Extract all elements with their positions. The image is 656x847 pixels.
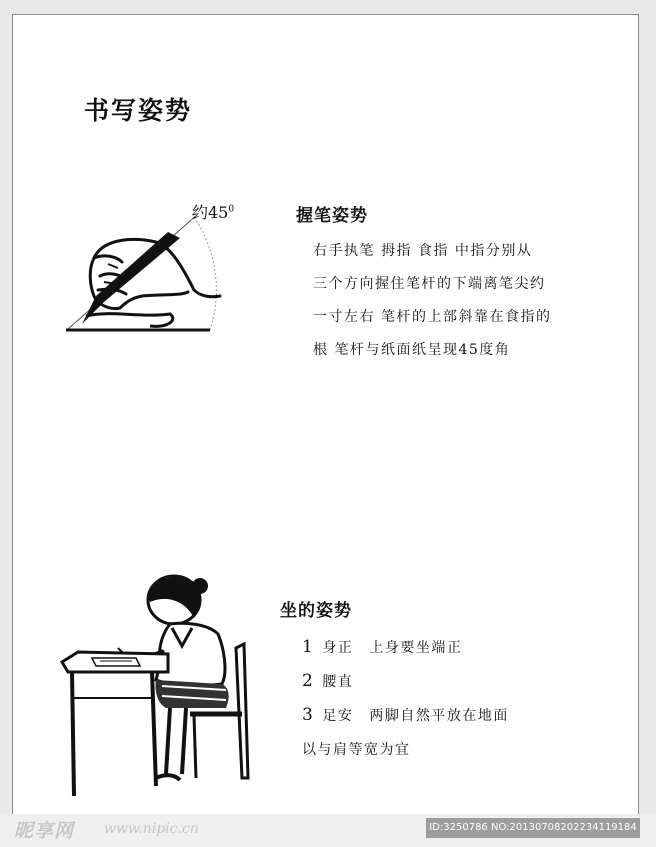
sit-item-desc: 上身要坐端正 [369,640,463,656]
watermark-logo: 昵享网 [14,820,75,842]
sit-item-desc: 两脚自然平放在地面 [369,708,509,724]
hand-holding-pen-icon [60,206,232,336]
pen-section-heading: 握笔姿势 [296,206,368,226]
girl-writing-at-desk-icon [58,568,254,798]
pen-line-1: 右手执笔 拇指 食指 中指分别从 [313,243,533,259]
sit-item-term: 腰直 [322,674,354,690]
pen-line-2: 三个方向握住笔杆的下端离笔尖约 [313,276,546,292]
sit-item-term: 身正 [322,640,354,656]
sit-item-2 [302,671,369,691]
sit-item-1 [302,637,462,657]
sit-item-number: 3 [302,705,315,725]
sit-item-3 [302,705,509,725]
sit-item-term: 足安 [322,708,354,724]
pen-line-3: 一寸左右 笔杆的上部斜靠在食指的 [313,309,552,325]
page-title: 书写姿势 [84,96,193,125]
sit-section-heading: 坐的姿势 [280,601,352,621]
sit-item-number: 1 [302,637,315,657]
watermark-url: www.nipic.cn [104,821,199,837]
image-id-badge: ID:3250786 NO:20130708202234119184 [426,818,640,838]
sit-tail-line: 以与肩等宽为宜 [302,742,411,758]
angle-label: 约$45^0$ [192,203,235,222]
pen-line-4: 根 笔杆与纸面纸呈现45度角 [313,342,511,358]
sit-item-number: 2 [302,671,315,691]
